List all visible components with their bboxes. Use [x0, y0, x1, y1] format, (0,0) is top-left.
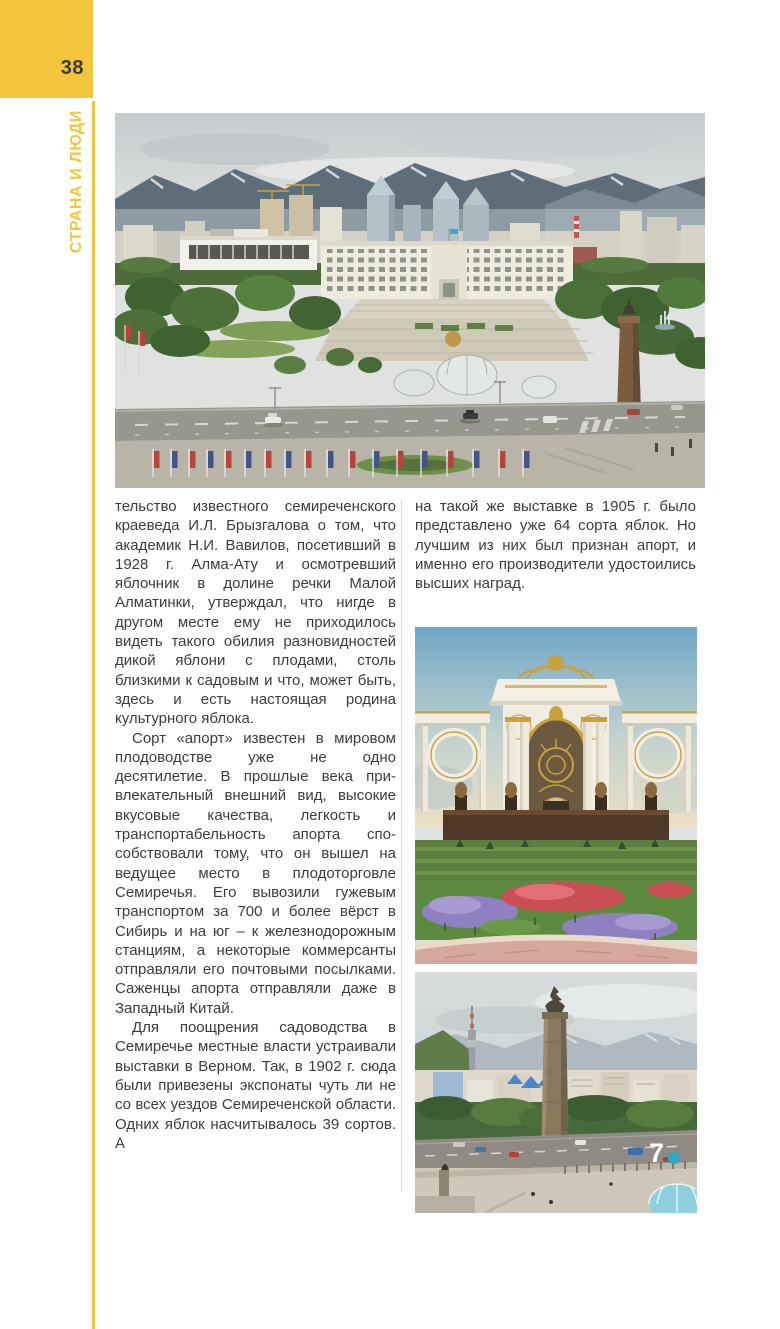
section-tab [62, 112, 92, 252]
page-number: 38 [60, 57, 84, 79]
photo-almaty-square [115, 113, 705, 488]
body-left-column [115, 497, 396, 1153]
page-number-tab [0, 0, 93, 98]
paragraph: Для поощрения садоводства в Семиречье местные власти устраивали выставки в Верном. Так, в 1902 г. сюда были привезены экспонаты чуть ли не со всех уездов Семиреченской области. Одних яблок насчитывалось 39 сортов. А [115, 1019, 396, 1152]
map-dot-icon [668, 1152, 680, 1164]
body-right-column [415, 497, 696, 593]
section-tab-label: СТРАНА И ЛЮДИ [68, 110, 85, 254]
photo-marker [649, 1140, 680, 1167]
paragraph: на такой же выставке в 1905 г. было представлено уже 64 сорта яблок. Но лучшим из них был признан апорт, и именно его производители удостоились высших наград. [415, 498, 696, 593]
photo-park-entrance [415, 627, 697, 964]
paragraph: тельство известного семиреченского краеведа И.Л. Брызгалова о том, что академик Н.И. Вавилов, посетивший в 1928 г. Алма-Ату и осмотревший яблочник в долине речки Малой Алматинки, утверждал, что нигде в другом месте ему не приходилось видеть такого обилия разновидностей дикой яблони с плодами, столь близкими к садовым и что, может быть, здесь и есть настоящая родина культурного яблока. [115, 498, 396, 728]
paragraph: Сорт «апорт» известен в мировом плодоводстве уже не одно десятилетие. В прошлые века привлекательный внешний вид, высокие вкусовые качества, легкость и транспортабельность апорта способствовали тому, что он вышел на ведущее место в плодоторговле Семиречья. Его вывозили гужевым транспортом за 700 и более вёрст в Сибирь и на юг – к железнодорожным станциям, а некоторые коммерсанты отправляли его почтовыми посылками. Саженцы апорта отправляли даже в Западный Китай. [115, 729, 396, 1017]
photo-marker-number: 7 [649, 1138, 665, 1168]
accent-rule [92, 101, 95, 1329]
photo-independence-monument [415, 972, 697, 1213]
column-divider [401, 500, 402, 1192]
